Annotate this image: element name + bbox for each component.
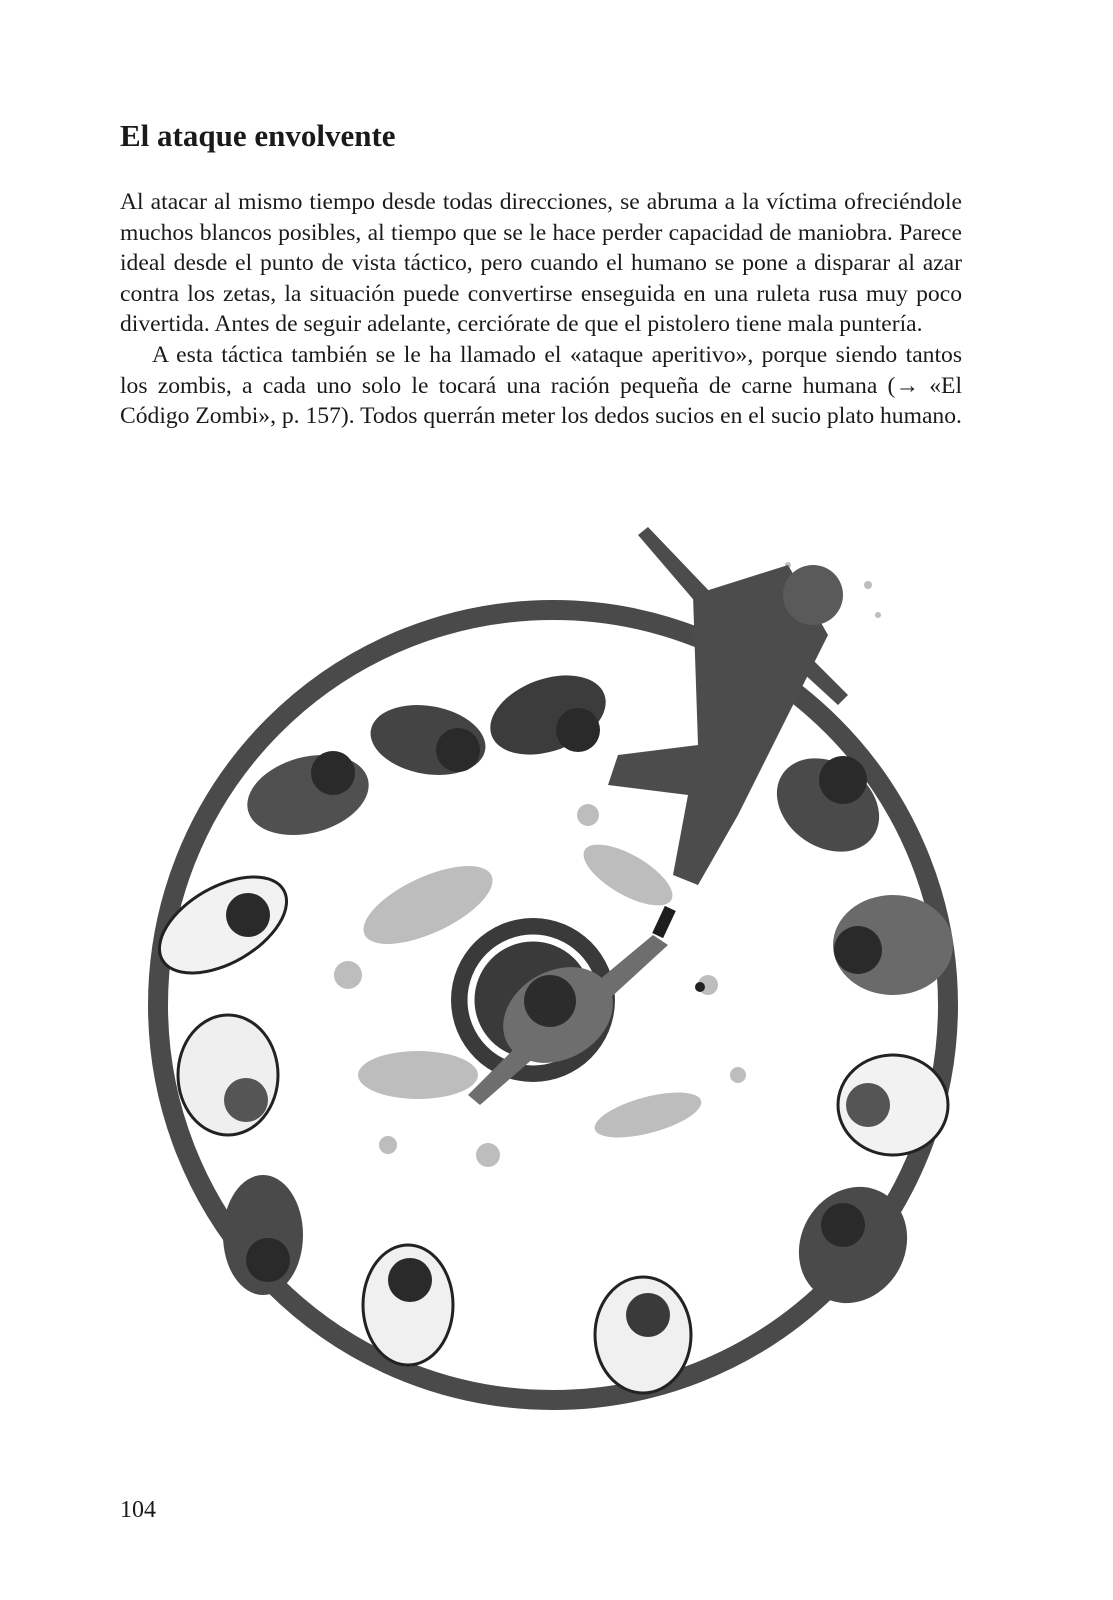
zombie-12 xyxy=(759,739,897,871)
body-text xyxy=(120,187,962,432)
zombie-circle-illustration xyxy=(88,515,1028,1485)
zombie-1 xyxy=(479,661,616,770)
zombie-10 xyxy=(838,1055,948,1155)
zombie-7 xyxy=(363,1245,453,1365)
zombie-8 xyxy=(595,1277,691,1393)
zombie-2 xyxy=(365,696,491,783)
zombie-5 xyxy=(178,1015,278,1135)
zombie-11 xyxy=(833,895,953,995)
section-heading: El ataque envolvente xyxy=(120,118,396,153)
page-number: 104 xyxy=(120,1497,156,1523)
paragraph-2: A esta táctica también se le ha llamado el «ataque aperitivo», porque siendo tantos los zombis, a cada uno solo le tocará una ración pequeña de carne humana (→ «El Código Zombi», p. 157). Todos querrán meter los dedos sucios en el sucio plato humano. xyxy=(120,341,962,430)
zombie-3 xyxy=(238,742,377,848)
zombie-6 xyxy=(223,1175,303,1295)
paragraph-1: Al atacar al mismo tiempo desde todas direcciones, se abruma a la víctima ofreciéndole muchos blancos posibles, al tiempo que se le hace perder capacidad de maniobra. Parece ideal desde el punto de vista táctico, pero cuando el humano se pone a disparar al azar contra los zetas, la situación puede convertirse enseguida en una ruleta rusa muy poco divertida. Antes de seguir adelante, cerciórate de que el pistolero tiene mala puntería. xyxy=(120,189,962,338)
